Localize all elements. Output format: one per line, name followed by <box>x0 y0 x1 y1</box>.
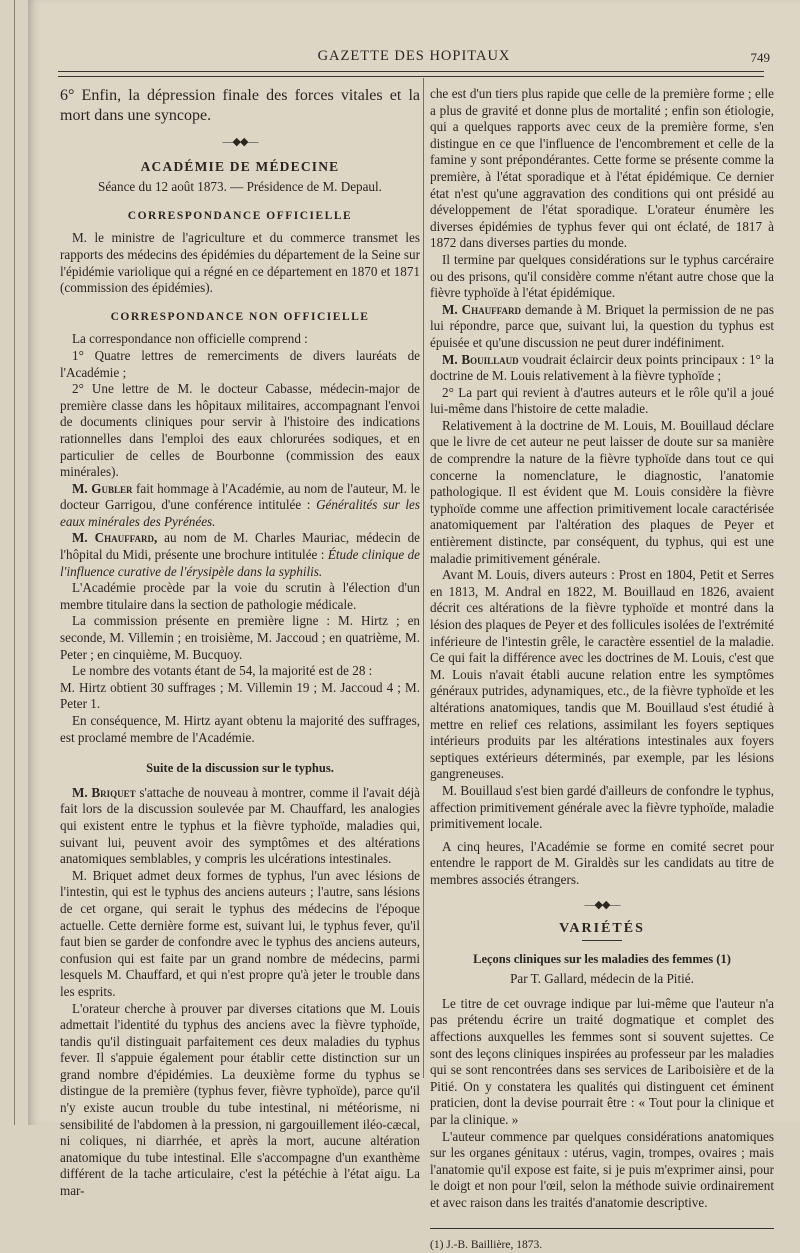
unofficial-correspondence-heading: CORRESPONDANCE NON OFFICIELLE <box>110 310 370 323</box>
lecons-heading: Leçons cliniques sur les maladies des femmes (1) <box>473 951 731 966</box>
paragraph: Relativement à la doctrine de M. Louis, M. Bouillaud déclare que le livre de cet auteur ne peut laisser de doute sur sa manière de comprendre la nature de la fièvre typhoïde dans tout ce qui concerne la nomenclature, le diagnostic, l'anatomie pathologique. Il est évident que M. Louis considère la fièvre typhoïde comme une affection primitivement locale caractérisée anatomiquement par l'altération des plaques de Peyer et entièrement distincte, par conséquent, du typhus, qui est une maladie primitivement générale. <box>430 417 774 566</box>
page-header <box>58 46 770 68</box>
paragraph: L'orateur cherche à prouver par diverses citations que M. Louis admettait l'identité du typhus des anciens avec la fièvre typhoïde, tandis qu'il distinguait parfaitement ces deux maladies du typhus fever. Il s'appuie également pour établir cette distinction sur un grand nombre d'épidémies. La deuxième forme du typhus se distingue de la première (typhus fever, fièvre typhoïde), parce qu'il n'y existe aucun trouble du tube intestinal, ni météorisme, ni sensibilité de l'abdomen à la pression, ni gargouillement iléo-cæcal, ni coliques, ni diarrhée, et après la mort, aucune altération anatomique du tube intestinal. Elle s'accompagne d'un exanthème différent de la tache articulaire, c'est la pétéchie à l'état aigu. La mar- <box>60 1000 420 1199</box>
session-line: Séance du 12 août 1873. — Présidence de M. Depaul. <box>98 179 382 195</box>
ornament-divider: —◆◆— <box>584 898 620 911</box>
left-column <box>60 86 420 1200</box>
ornament-divider: —◆◆— <box>222 136 258 148</box>
paragraph: Il termine par quelques considérations sur le typhus carcéraire ou des prisons, qu'il considère comme n'étant autre chose que la fièvre typhoïde à l'état épidémique. <box>430 251 774 301</box>
footnote: (1) J.-B. Baillière, 1873. <box>430 1238 543 1251</box>
speaker-name: M. Chauffard <box>442 301 521 317</box>
header-rule-secondary <box>58 76 764 77</box>
paragraph: M. Bouillaud s'est bien gardé d'ailleurs de confondre le typhus, affection primitivement générale avec la fièvre typhoïde, maladie primitivement locale. <box>430 782 774 832</box>
right-column <box>430 86 774 1253</box>
paragraph: En conséquence, M. Hirtz ayant obtenu la majorité des suffrages, est proclamé membre de l'Académie. <box>60 713 420 745</box>
speaker-name: M. Gubler <box>72 480 133 496</box>
cited-title: Étude clinique de l'influence curative de l'érysipèle dans la syphilis. <box>60 547 420 579</box>
journal-title: GAZETTE DES HOPITAUX <box>317 48 511 64</box>
header-rule <box>58 71 764 72</box>
academy-heading: ACADÉMIE DE MÉDECINE <box>140 158 340 174</box>
paragraph: 1° Quatre lettres de remerciments de divers lauréats de l'Académie ; <box>60 347 420 380</box>
paragraph-text: demande à M. Briquet la permission de ne pas lui répondre, parce que, suivant lui, la question du typhus est épuisée et qu'une discussion ne peut durer indéfiniment. <box>430 301 774 350</box>
lead-paragraph: 6° Enfin, la dépression finale des forces vitales et la mort dans une syncope. <box>60 87 420 124</box>
paragraph: Le nombre des votants étant de 54, la majorité est de 28 : <box>72 663 373 679</box>
paragraph: A cinq heures, l'Académie se forme en comité secret pour entendre le rapport de M. Giraldès sur les candidats au titre de membres associés étrangers. <box>430 838 774 887</box>
paragraph: La commission présente en première ligne : M. Hirtz ; en seconde, M. Villemin ; en troisième, M. Jaccoud ; en quatrième, M. Peter ; en cinquième, M. Bucquoy. <box>60 613 420 662</box>
official-correspondence-heading: CORRESPONDANCE OFFICIELLE <box>127 209 353 222</box>
page-number: 749 <box>750 50 770 65</box>
paragraph <box>60 785 420 868</box>
paragraph-text: voudrait éclaircir deux points principaux : 1° la doctrine de M. Louis relativement à la fièvre typhoïde ; <box>430 351 774 384</box>
speaker-name: M. Bouillaud <box>442 351 519 367</box>
paragraph <box>60 530 420 580</box>
paragraph: che est d'un tiers plus rapide que celle de la première forme ; elle a plus de gravité et donne plus de mortalité ; enfin son étiologie, qui a quelques rapports avec ceux de la première forme, s'en distingue en ce que l'influence de l'encombrement et celle de la famine y sont prépondérantes. Cette forme se présente comme la première, à l'état sporadique et à l'état épidémique. Ce dernier état n'est qu'une aggravation des conditions qui ont présidé au développement de l'état sporadique. L'orateur énumère les diverses épidémies de typhus fever qui ont éclaté, de 1817 à 1872 dans diverses parties du monde. <box>430 86 774 251</box>
paragraph: M. Briquet admet deux formes de typhus, l'un avec lésions de l'intestin, qui est le typhus des anciens auteurs ; l'autre, sans lésions de cet organe, qui serait le typhus des médecins de l'époque actuelle. Cette dernière forme est, suivant lui, le typhus fever, qu'il faut bien se garder de confondre avec le typhus des anciens auteurs, confusion qui est faite par un grand nombre de médecins, parmi lesquels M. Chauffard, et qui n'est propre qu'à jeter le trouble dans les esprits. <box>60 867 420 999</box>
footnote-rule <box>430 1228 774 1229</box>
paragraph: Le titre de cet ouvrage indique par lui-même que l'auteur n'a pas prétendu écrire un traité dogmatique et complet des affections auxquelles les femmes sont si souvent sujettes. Ce sont des leçons cliniques inspirées au professeur par les maladies qui se sont rencontrées dans ses services de Lariboisière et de la Pitié. On y constatera les qualités qui distinguent cet éminent praticien, dont la devise pourrait être : « Tout pour la clinique et par la clinique. » <box>430 995 774 1128</box>
byline: Par T. Gallard, médecin de la Pitié. <box>510 971 694 987</box>
paragraph: 2° La part qui revient à d'autres auteurs et le rôle qu'il a joué lui-même dans l'histoire de cette maladie. <box>430 384 774 417</box>
paragraph: 2° Une lettre de M. le docteur Cabasse, médecin-major de première classe dans les hôpitaux militaires, accompagnant l'envoi de documents cliniques pour servir à l'histoire des indications rationnelles dans l'emploi des eaux chlorurées sodiques, et en particulier de celles de Bourbonne (commission des eaux minérales). <box>60 381 420 480</box>
paragraph: M. le ministre de l'agriculture et du commerce transmet les rapports des médecins des épidémies du département de la Seine sur l'épidémie variolique qui a régné en ce département en 1870 et 1871 (commission des épidémies). <box>60 230 420 296</box>
paragraph: L'auteur commence par quelques considérations anatomiques sur les organes génitaux : utérus, vagin, trompes, ovaires ; mais l'anatomie qu'il expose est faite, si je puis m'exprimer ainsi, pour le doigt et non pour l'œil, selon la méthode suivie ordinairement et avec raison dans les traités d'anatomie descriptive. <box>430 1128 774 1210</box>
paragraph: Avant M. Louis, divers auteurs : Prost en 1804, Petit et Serres en 1813, M. Andral en 1822, M. Bouillaud en 1826, avaient décrit ces altérations de la fièvre typhoïde et montré dans la lésion des plaques de Peyer et des follicules isolées de l'extrémité inférieure de l'intestin grêle, le caractère essentiel de la maladie. Ce qui fait la différence avec les doctrines de M. Louis, c'est que M. Louis n'avait établi aucune relation entre les symptômes généraux putrides, adynamiques, etc., de la fièvre typhoïde et les altérations anatomiques, tandis que M. Bouillaud s'est étudié à mettre en relief ces relations, assimilant les foyers septiques intérieurs produits par les altérations intestinales aux foyers septiques extérieurs déterminés, par exemple, par les lésions gangreneuses. <box>430 567 774 782</box>
newspaper-page <box>28 0 800 1251</box>
discussion-heading: Suite de la discussion sur le typhus. <box>146 761 334 776</box>
paragraph: L'Académie procède par la voie du scrutin à l'élection d'un membre titulaire dans la section de pathologie médicale. <box>60 580 420 612</box>
speaker-name: M. Chauffard, <box>72 530 158 546</box>
paragraph <box>430 302 774 352</box>
binding-edge <box>14 0 15 1125</box>
column-divider <box>423 78 424 1078</box>
paragraph: La correspondance non officielle comprend : <box>72 331 308 347</box>
paragraph-text: fait hommage à l'Académie, au nom de l'auteur, M. le docteur Garrigou, d'une conférence intitulée : <box>60 480 421 513</box>
paragraph-text: au nom de M. Charles Mauriac, médecin de l'hôpital du Midi, présente une brochure intitulée : <box>60 530 420 563</box>
paragraph: M. Hirtz obtient 30 suffrages ; M. Villemin 19 ; M. Jaccoud 4 ; M. Peter 1. <box>60 679 420 712</box>
paragraph <box>60 481 420 531</box>
paragraph <box>430 352 774 385</box>
cited-title: Généralités sur les eaux minérales des Pyrénées. <box>60 497 420 529</box>
varietes-heading: VARIÉTÉS <box>559 921 645 937</box>
paragraph-text: s'attache de nouveau à montrer, comme il l'avait déjà fait lors de la discussion soulevée par M. Chauffard, les analogies qui existent entre le typhus et la fièvre typhoïde, maladies qui, suivant lui, peuvent avoir des symptômes et des altérations anatomiques semblables, y compris les ulcérations intestinales. <box>60 784 421 867</box>
short-rule <box>582 940 622 941</box>
speaker-name: M. Briquet <box>72 784 136 800</box>
